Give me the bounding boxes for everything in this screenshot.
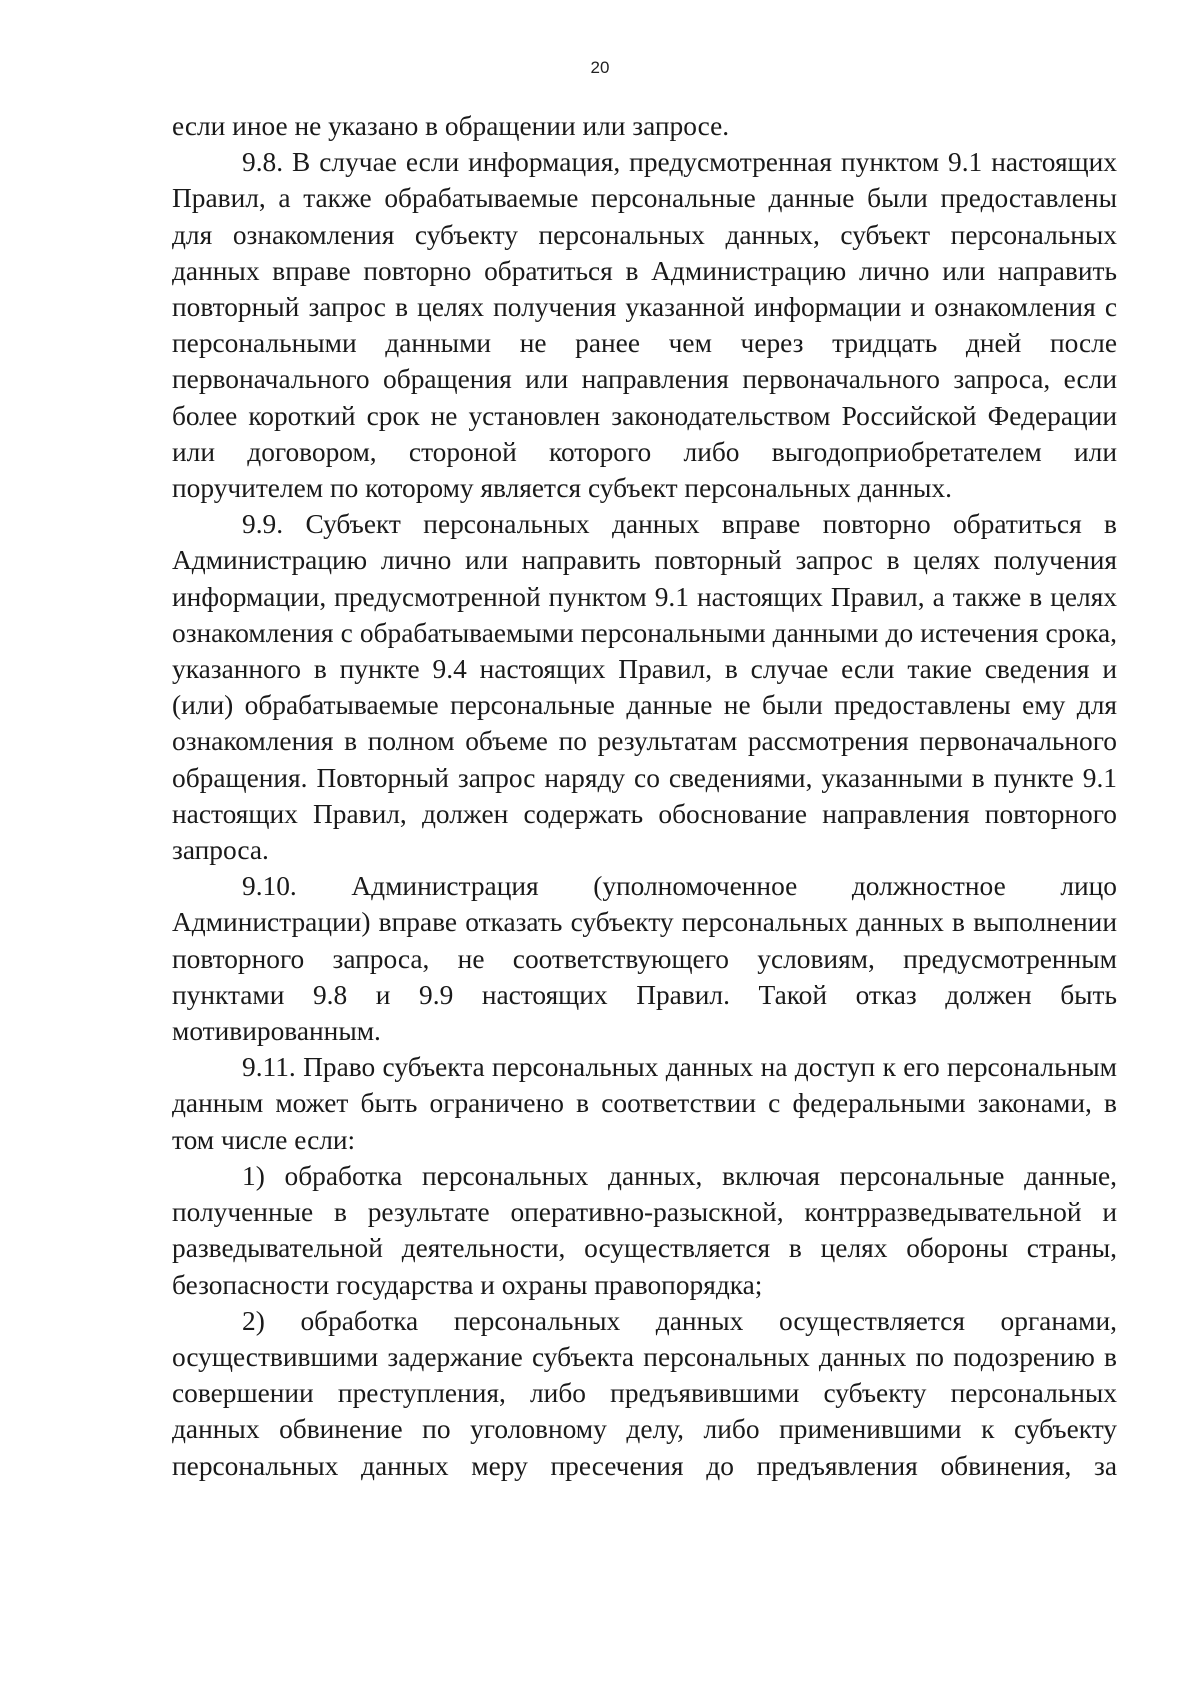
paragraph-9-10: 9.10. Администрация (уполномоченное должностное лицо Администрации) вправе отказать субъекту персональных данных в выполнении повторного запроса, не соответствующего условиям, предусмотренным пунктами 9.8 и 9.9 настоящих Правил. Такой отказ должен быть мотивированным.	[172, 871, 1117, 1047]
list-item-1: 1) обработка персональных данных, включая персональные данные, полученные в результате оперативно-разыскной, контрразведывательной и разведывательной деятельности, осуществляется в целях обороны страны, безопасности государства и охраны правопорядка;	[172, 1160, 1117, 1300]
paragraph-9-8: 9.8. В случае если информация, предусмотренная пунктом 9.1 настоящих Правил, а также обрабатываемые персональные данные были предоставлены для ознакомления субъекту персональных данных, субъект персональных данных вправе повторно обратиться в Администрацию лично или направить повторный запрос в целях получения указанной информации и ознакомления с персональными данными не ранее чем через тридцать дней после первоначального обращения или направления первоначального запроса, если более короткий срок не установлен законодательством Российской Федерации или договором, стороной которого либо выгодоприобретателем или поручителем по которому является субъект персональных данных.	[172, 147, 1117, 504]
list-item-2: 2) обработка персональных данных осуществляется органами, осуществившими задержание субъекта персональных данных по подозрению в совершении преступления, либо предъявившими субъекту персональных данных обвинение по уголовному делу, либо применившими к субъекту персональных данных меру пресечения до предъявления обвинения, за	[172, 1305, 1117, 1481]
page-number: 20	[590, 58, 610, 77]
paragraph-9-9: 9.9. Субъект персональных данных вправе повторно обратиться в Администрацию лично или направить повторный запрос в целях получения информации, предусмотренной пунктом 9.1 настоящих Правил, а также в целях ознакомления с обрабатываемыми персональными данными до истечения срока, указанного в пункте 9.4 настоящих Правил, в случае если такие сведения и (или) обрабатываемые персональные данные не были предоставлены ему для ознакомления в полном объеме по результатам рассмотрения первоначального обращения. Повторный запрос наряду со сведениями, указанными в пункте 9.1 настоящих Правил, должен содержать обоснование направления повторного запроса.	[172, 509, 1117, 866]
document-body	[172, 108, 1117, 1484]
paragraph-continuation: если иное не указано в обращении или запросе.	[172, 111, 730, 141]
paragraph-9-11: 9.11. Право субъекта персональных данных на доступ к его персональным данным может быть ограничено в соответствии с федеральными законами, в том числе если:	[172, 1052, 1117, 1155]
